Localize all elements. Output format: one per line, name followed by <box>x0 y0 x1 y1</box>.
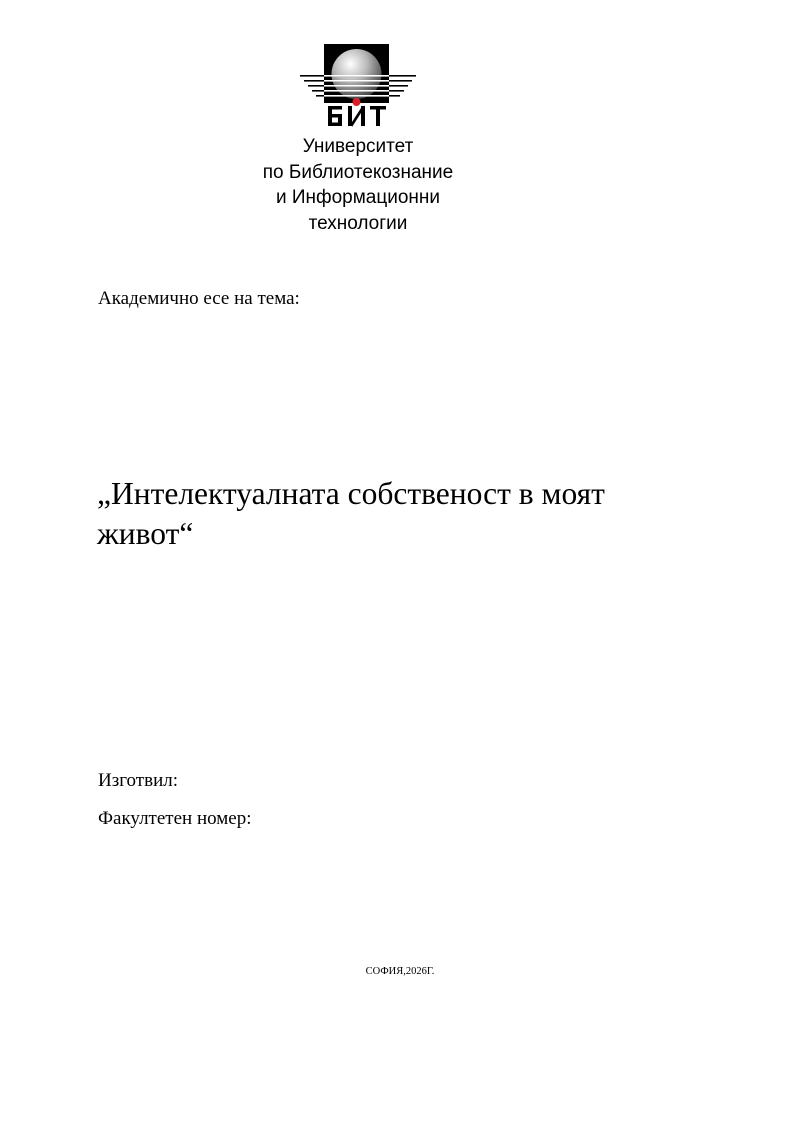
university-name-line-2: по Библиотекознание <box>262 161 454 183</box>
university-name <box>200 134 516 236</box>
author-label: Изготвил: <box>98 770 178 791</box>
university-name-line-3: и Информационни <box>275 187 441 208</box>
university-name-line-1: Университет <box>302 136 414 157</box>
essay-subtitle: Академично есе на тема: <box>98 288 300 309</box>
university-logo <box>296 42 420 128</box>
university-name-line-4: технологии <box>308 212 408 234</box>
essay-title <box>97 474 717 554</box>
faculty-number-label: Факултетен номер: <box>98 808 252 829</box>
logo-letters <box>328 106 386 127</box>
essay-title-line-2: живот“ <box>97 516 194 551</box>
logo-accent-dot <box>353 98 361 106</box>
bit-logo-icon <box>296 42 420 128</box>
essay-title-line-1: „Интелектуалната собственост в моят <box>97 476 605 511</box>
footer-place-year: СОФИЯ,2026Г. <box>365 966 435 977</box>
